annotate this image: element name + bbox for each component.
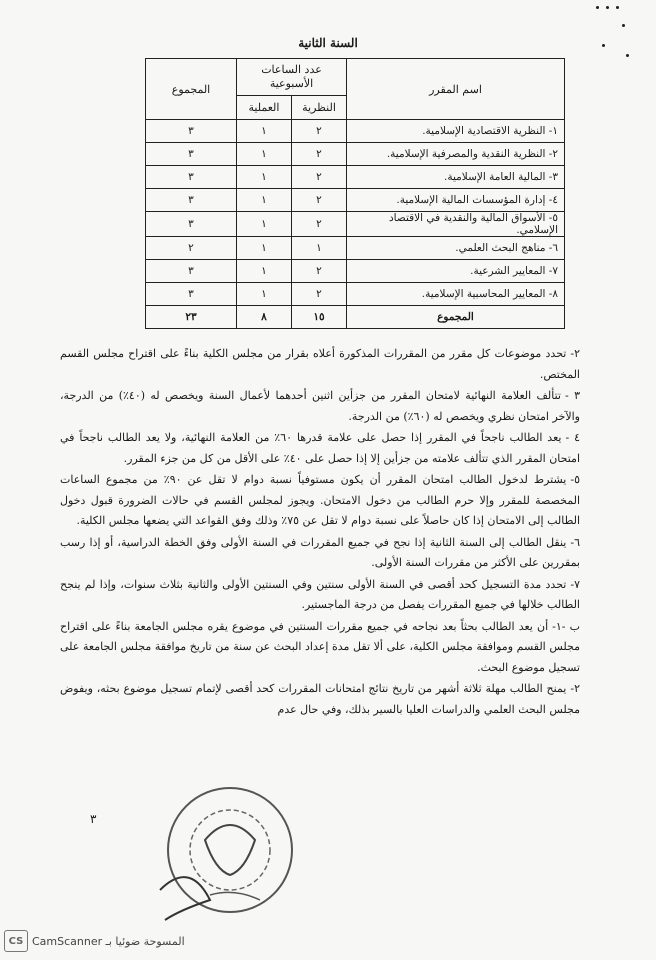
total-hours: ٣	[146, 166, 237, 189]
practical-hours: ١	[237, 189, 292, 212]
practical-hours: ١	[237, 166, 292, 189]
total-hours: ٣	[146, 283, 237, 306]
table-row	[146, 283, 565, 306]
paragraph	[60, 617, 580, 679]
header-course-name: اسم المقرر	[347, 59, 565, 120]
header-weekly-hours: عدد الساعات الأسبوعية	[237, 59, 347, 96]
page-number: ٣	[90, 812, 97, 826]
table-row	[146, 143, 565, 166]
table-row	[146, 212, 565, 237]
camscanner-watermark	[4, 930, 304, 952]
paragraph-text: تحدد موضوعات كل مقرر من المقررات المذكورة أعلاه بقرار من مجلس الكلية بناءً على اقتراح مجلس القسم المختص.	[60, 347, 580, 381]
paragraph-text: يمنح الطالب مهلة ثلاثة أشهر من تاريخ نتائج امتحانات المقررات كحد أقصى لإتمام تسجيل موضوع بحثه، ويفوض مجلس البحث العلمي والدراسات العليا بالسير بذلك، وفي حال عدم	[60, 682, 580, 716]
course-name: ٦- مناهج البحث العلمي.	[347, 237, 565, 260]
paragraph-number: ٢-	[570, 682, 580, 695]
theoretical-hours: ٢	[292, 283, 347, 306]
scanner-text: CamScanner المسوحة ضوئيا بـ	[32, 934, 185, 948]
page-title: السنة الثانية	[298, 36, 358, 50]
camscanner-logo-icon: CS	[4, 930, 28, 952]
practical-hours: ١	[237, 283, 292, 306]
theoretical-hours: ٢	[292, 143, 347, 166]
paragraph-text: يشترط لدخول الطالب امتحان المقرر أن يكون مستوفياً نسبة دوام لا تقل عن ٩٠٪ من مجموع الساعات المخصصة للمقرر وإلا حرم الطالب من دخول الامتحان. ويجوز لمجلس القسم في حالات الضرورة قبول دخول الطالب إلى الامتحان إذا كان حاصلاً على نسبة دوام لا تقل عن ٧٥٪ وذلك وفق القواعد التي يضعها مجلس الكلية.	[60, 473, 580, 527]
paragraph-number: ٢-	[570, 347, 580, 360]
paragraph	[60, 533, 580, 574]
regulations-text	[60, 344, 580, 721]
sum-total: ٢٣	[146, 306, 237, 329]
paragraph-text: ينقل الطالب إلى السنة الثانية إذا نجح في جميع المقررات في السنة الأولى وفق الخطة الدراسية، أو إذا رسب بمقررين على الأكثر من مقررات السنة الأولى.	[60, 535, 580, 569]
total-hours: ٢	[146, 237, 237, 260]
practical-hours: ١	[237, 212, 292, 237]
paragraph-text: يعد الطالب ناجحاً في المقرر إذا حصل على علامة قدرها ٦٠٪ من العلامة النهائية، ولا يعد الطالب ناجحاً في امتحان المقرر الذي تتألف علامته من جزأين إلا إذا حصل على ٤٠٪ على الأقل من كل من جزء المقرر.	[60, 431, 580, 465]
paragraph-text: تحدد مدة التسجيل كحد أقصى في السنة الأولى سنتين وفي السنتين الأولى والثانية بثلاث سنوات، وإذا لم ينجح الطالب خلالها في جميع المقررات يفصل من درجة الماجستير.	[60, 577, 580, 611]
paragraph-text: أن يعد الطالب بحثاً بعد نجاحه في جميع مقررات السنتين في موضوع يقره مجلس الجامعة بناءً على اقتراح مجلس القسم وموافقة مجلس الكلية، على ألا تقل مدة إعداد البحث عن سنة من تاريخ موافقة مجلس الجامعة على تسجيل موضوع البحث.	[60, 619, 580, 674]
official-stamp-icon	[150, 770, 300, 930]
practical-hours: ١	[237, 260, 292, 283]
paragraph	[60, 344, 580, 385]
table-row	[146, 260, 565, 283]
scan-marks	[592, 4, 642, 64]
total-hours: ٣	[146, 212, 237, 237]
course-name: ١- النظرية الاقتصادية الإسلامية.	[347, 120, 565, 143]
practical-hours: ١	[237, 237, 292, 260]
course-name: ٥- الأسواق المالية والنقدية في الاقتصاد الإسلامي.	[347, 212, 565, 237]
theoretical-hours: ١	[292, 237, 347, 260]
paragraph	[60, 575, 580, 616]
theoretical-hours: ٢	[292, 120, 347, 143]
practical-hours: ١	[237, 143, 292, 166]
courses-table	[145, 58, 565, 329]
table-row	[146, 189, 565, 212]
header-practical: العملية	[237, 95, 292, 119]
paragraph-number: ٤ -	[565, 431, 580, 444]
course-name: ٧- المعايير الشرعية.	[347, 260, 565, 283]
table-row	[146, 237, 565, 260]
total-hours: ٣	[146, 143, 237, 166]
header-total: المجموع	[146, 59, 237, 120]
paragraph-number: ٧-	[570, 577, 580, 591]
course-name: ٣- المالية العامة الإسلامية.	[347, 166, 565, 189]
total-hours: ٣	[146, 260, 237, 283]
paragraph-number: ب -١-	[552, 619, 580, 633]
total-hours: ٣	[146, 189, 237, 212]
course-name: ٢- النظرية النقدية والمصرفية الإسلامية.	[347, 143, 565, 166]
course-name: ٤- إدارة المؤسسات المالية الإسلامية.	[347, 189, 565, 212]
paragraph	[60, 470, 580, 532]
theoretical-hours: ٢	[292, 166, 347, 189]
paragraph-number: ٥-	[570, 473, 580, 486]
theoretical-hours: ٢	[292, 260, 347, 283]
table-row	[146, 166, 565, 189]
paragraph	[60, 428, 580, 469]
theoretical-hours: ٢	[292, 189, 347, 212]
practical-hours: ١	[237, 120, 292, 143]
paragraph	[60, 386, 580, 427]
paragraph-text: تتألف العلامة النهائية لامتحان المقرر من جزأين اثنين أحدهما لأعمال السنة ويخصص له (٤٠٪) من الدرجة، والآخر امتحان نظري ويخصص له (٦٠٪) من الدرجة.	[60, 389, 580, 423]
paragraph	[60, 679, 580, 720]
sum-label: المجموع	[347, 306, 565, 329]
header-theoretical: النظرية	[292, 95, 347, 119]
table-row	[146, 120, 565, 143]
sum-theoretical: ١٥	[292, 306, 347, 329]
total-hours: ٣	[146, 120, 237, 143]
sum-row	[146, 306, 565, 329]
course-name: ٨- المعايير المحاسبية الإسلامية.	[347, 283, 565, 306]
theoretical-hours: ٢	[292, 212, 347, 237]
paragraph-number: ٣ -	[565, 389, 580, 402]
paragraph-number: ٦-	[570, 535, 580, 549]
sum-practical: ٨	[237, 306, 292, 329]
